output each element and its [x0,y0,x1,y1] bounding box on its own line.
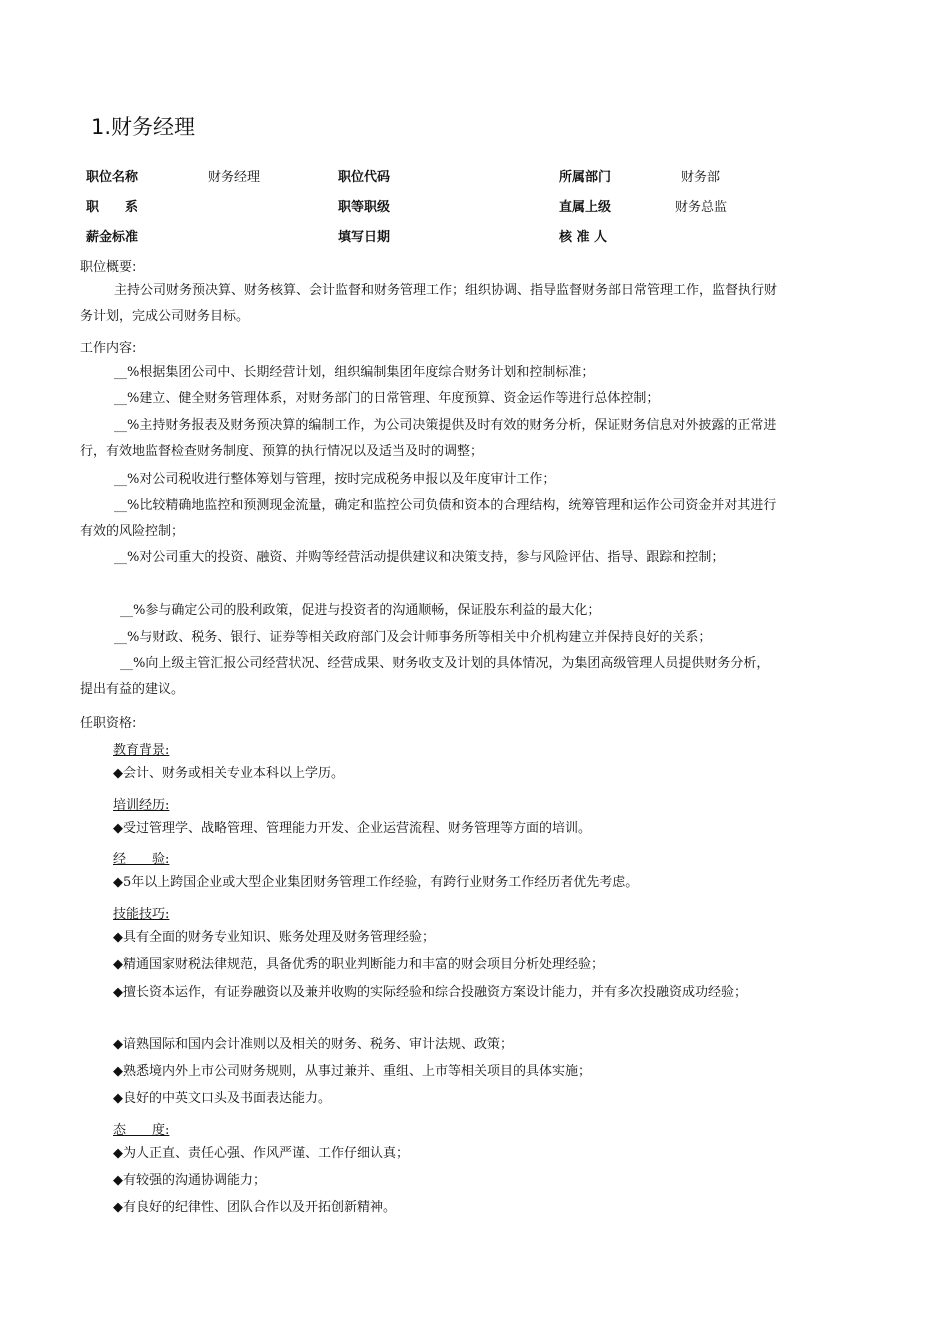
section-heading-qualifications: 任职资格: [80,716,137,731]
subheading-experience: 经 验: [113,852,170,867]
section-heading-work: 工作内容: [80,341,137,356]
bullet-item: ◆谙熟国际和国内会计准则以及相关的财务、税务、审计法规、政策； [113,1037,513,1052]
bullet-item: ◆熟悉境内外上市公司财务规则，从事过兼并、重组、上市等相关项目的具体实施； [113,1064,591,1079]
work-item: __%比较精确地监控和预测现金流量，确定和监控公司负债和资本的合理结构，统筹管理和运作公司资金并对其进行有效的风险控制； [80,498,777,539]
section-heading-summary: 职位概要: [80,260,137,275]
label-supervisor: 直属上级 [559,200,612,215]
bullet-item: ◆会计、财务或相关专业本科以上学历。 [113,766,344,781]
subheading-training: 培训经历: [113,798,170,813]
label-approver: 核 准 人 [559,230,608,245]
subheading-education: 教育背景: [113,743,170,758]
label-salary: 薪金标准 [86,230,139,245]
info-row [86,223,786,253]
bullet-item: ◆良好的中英文口头及书面表达能力。 [113,1091,331,1106]
label-fill-date: 填写日期 [338,230,391,245]
label-position-name: 职位名称 [86,170,139,185]
info-row [86,163,786,193]
value-department: 财务部 [681,170,721,185]
info-row [86,193,786,223]
label-department: 所属部门 [559,170,612,185]
bullet-item: ◆为人正直、责任心强、作风严谨、工作仔细认真； [113,1146,409,1161]
value-supervisor: 财务总监 [675,200,728,215]
work-item: __%根据集团公司中、长期经营计划，组织编制集团年度综合财务计划和控制标准； [114,365,595,380]
position-info-table [86,163,786,253]
summary-paragraph [80,278,780,330]
subheading-attitude: 态 度: [113,1123,170,1138]
bullet-item: ◆5年以上跨国企业或大型企业集团财务管理工作经验，有跨行业财务工作经历者优先考虑。 [113,875,639,890]
work-item: __%对公司税收进行整体筹划与管理，按时完成税务申报以及年度审计工作； [114,472,556,487]
subheading-skills: 技能技巧: [113,907,170,922]
bullet-item: ◆精通国家财税法律规范，具备优秀的职业判断能力和丰富的财会项目分析处理经验； [113,957,604,972]
page-title: 1.财务经理 [91,115,196,139]
work-item: __%主持财务报表及财务预决算的编制工作，为公司决策提供及时有效的财务分析，保证财务信息对外披露的正常进行，有效地监督检查财务制度、预算的执行情况以及适当及时的调整； [80,418,777,459]
work-item: __%与财政、税务、银行、证券等相关政府部门及会计师事务所等相关中介机构建立并保持良好的关系； [114,630,712,645]
bullet-item: ◆擅长资本运作，有证券融资以及兼并收购的实际经验和综合投融资方案设计能力，并有多次投融资成功经验； [113,985,747,1000]
work-item: __%对公司重大的投资、融资、并购等经营活动提供建议和决策支持，参与风险评估、指导、跟踪和控制； [114,550,725,565]
work-item: __%建立、健全财务管理体系，对财务部门的日常管理、年度预算、资金运作等进行总体控制； [114,391,660,406]
work-item: __%参与确定公司的股利政策，促进与投资者的沟通顺畅，保证股东利益的最大化； [120,603,601,618]
work-item: __%向上级主管汇报公司经营状况、经营成果、财务收支及计划的具体情况，为集团高级管理人员提供财务分析，提出有益的建议。 [80,656,770,697]
bullet-item: ◆具有全面的财务专业知识、账务处理及财务管理经验； [113,930,435,945]
label-position-code: 职位代码 [338,170,391,185]
bullet-item: ◆受过管理学、战略管理、管理能力开发、企业运营流程、财务管理等方面的培训。 [113,821,591,836]
bullet-item: ◆有良好的纪律性、团队合作以及开拓创新精神。 [113,1200,396,1215]
label-grade: 职等职级 [338,200,391,215]
summary-text: 主持公司财务预决算、财务核算、会计监督和财务管理工作；组织协调、指导监督财务部日常管理工作，监督执行财务计划，完成公司财务目标。 [80,283,778,324]
value-position-name: 财务经理 [208,170,261,185]
label-job-family: 职 系 [86,200,139,215]
bullet-item: ◆有较强的沟通协调能力； [113,1173,266,1188]
